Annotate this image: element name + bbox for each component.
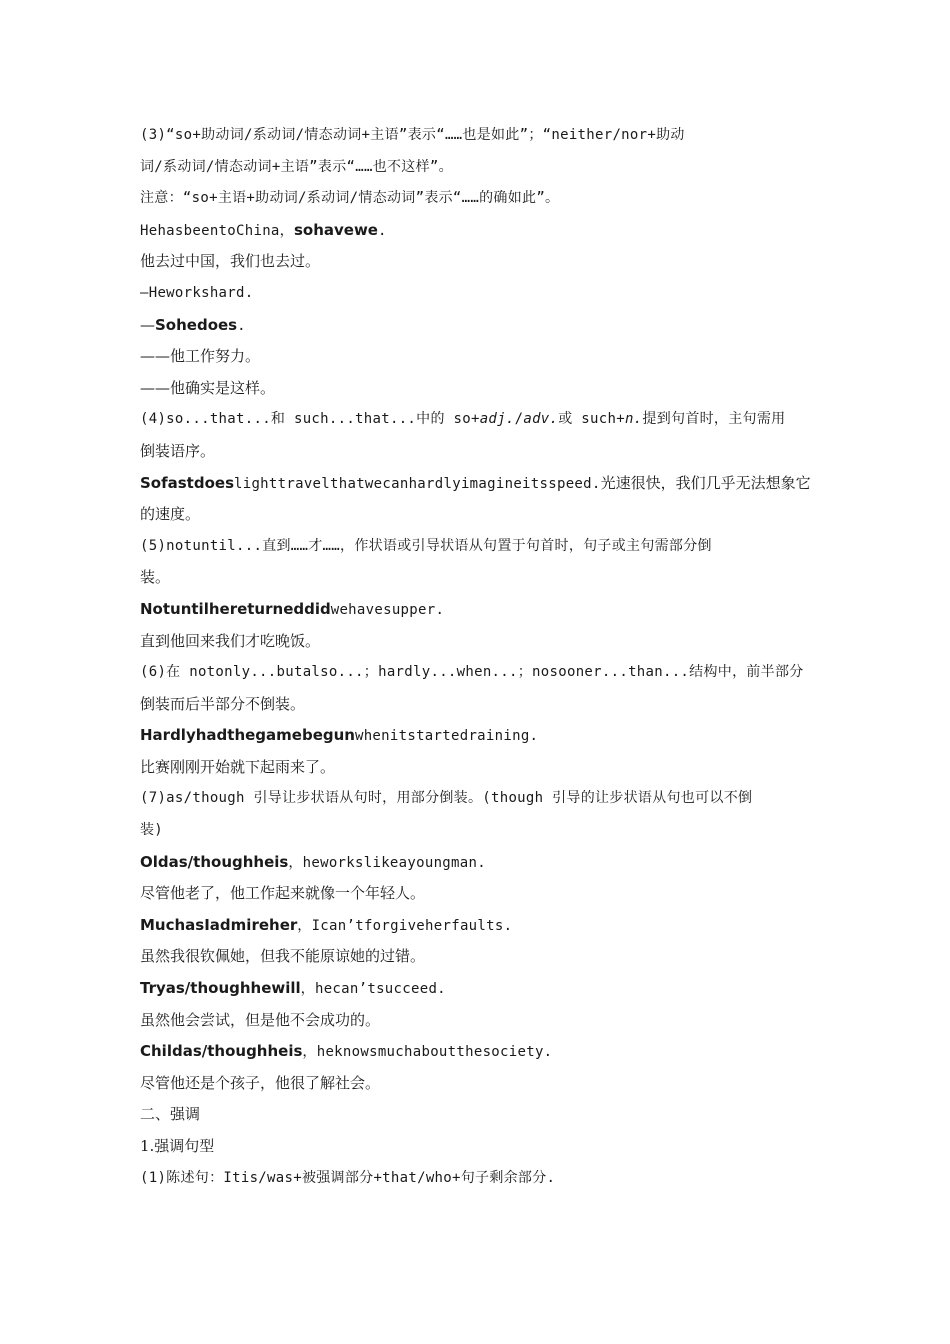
subsection-heading: 1.强调句型 [140, 1137, 215, 1155]
plain-text: 提到句首时，主句需用 [642, 411, 786, 428]
text-line: 倒装而后半部分不倒装。 [140, 694, 306, 713]
translation-line: ——他确实是这样。 [140, 378, 276, 397]
rule-line: (5)notuntil...直到……才……，作状语或引导状语从句置于句首时，句子或主句需部分倒 [140, 537, 712, 554]
translation-line: 虽然我很钦佩她，但我不能原谅她的过错。 [140, 947, 426, 966]
plain-text: wehavesupper. [330, 601, 445, 618]
plain-text: whenitstartedraining. [354, 728, 539, 745]
plain-text: 或 such+ [558, 411, 625, 428]
rule-line [140, 404, 812, 436]
dialogue-line [140, 310, 812, 342]
translation-line: 直到他回来我们才吃晚饭。 [140, 631, 321, 650]
translation-line: 他去过中国，我们也去过。 [140, 252, 321, 271]
bold-text: sohavewe [293, 220, 378, 239]
bold-text: Childas/thoughheis [140, 1042, 303, 1061]
example-sentence [140, 910, 812, 942]
translation-line: 虽然他会尝试，但是他不会成功的。 [140, 1010, 381, 1029]
rule-line: (6)在 notonly...butalso...；hardly...when...；nosooner...than...结构中，前半部分 [140, 664, 804, 681]
dash: — [140, 315, 155, 334]
text-line: 注意：“so+主语+助动词/系动词/情态动词”表示“……的确如此”。 [140, 190, 560, 207]
bold-text: MuchasIadmireher [140, 915, 298, 934]
translation-line: 比赛刚刚开始就下起雨来了。 [140, 757, 336, 776]
section-heading: 二、强调 [140, 1105, 201, 1124]
bold-text: Sohedoes [155, 315, 238, 334]
example-sentence [140, 847, 812, 879]
example-sentence [140, 720, 812, 752]
bold-text: Notuntilhereturneddid [140, 599, 331, 618]
example-sentence [140, 973, 812, 1005]
example-sentence [140, 215, 812, 247]
document-page [140, 120, 812, 1194]
bold-text: Sofastdoes [140, 473, 234, 492]
example-sentence [140, 594, 812, 626]
plain-text: ，heworkslikeayoungman. [288, 854, 486, 871]
translation-line: 尽管他还是个孩子，他很了解社会。 [140, 1073, 381, 1092]
example-sentence [140, 468, 812, 500]
italic-text: adj. [479, 411, 515, 428]
rule-line: (7)as/though 引导让步状语从句时，用部分倒装。(though 引导的让步状语从句也可以不倒 [140, 790, 753, 807]
bold-text: Oldas/thoughheis [140, 852, 289, 871]
text-line: (3)“so+助动词/系动词/情态动词+主语”表示“……也是如此”；“neither/nor+助动 [140, 127, 685, 143]
translation-line: 尽管他老了，他工作起来就像一个年轻人。 [140, 884, 426, 903]
dialogue-line: —Heworkshard. [140, 284, 254, 301]
text-line: 装) [140, 822, 164, 839]
text-line: 装。 [140, 568, 171, 587]
text-line: 的速度。 [140, 505, 201, 524]
example-sentence [140, 1036, 812, 1068]
plain-text: 光速很快，我们几乎无法想象它 [600, 473, 811, 492]
rule-line: (1)陈述句：Itis/was+被强调部分+that/who+句子剩余部分. [140, 1169, 556, 1186]
bold-text: Hardlyhadthegamebegun [140, 726, 355, 745]
plain-text: HehasbeentoChina， [140, 222, 294, 239]
plain-text: . [378, 222, 387, 239]
plain-text: ，Ican’tforgiveherfaults. [297, 917, 513, 934]
text-line: 倒装语序。 [140, 441, 216, 460]
plain-text: ，hecan’tsucceed. [300, 981, 446, 998]
plain-text: / [514, 411, 524, 428]
plain-text: (4)so...that...和 such...that...中的 so+ [140, 411, 480, 428]
bold-text: Tryas/thoughhewill [140, 979, 301, 998]
italic-text: n. [624, 411, 643, 428]
italic-text: adv. [523, 411, 559, 428]
plain-text: . [237, 317, 246, 334]
plain-text: ，heknowsmuchaboutthesociety. [302, 1044, 553, 1061]
plain-text: lighttravelthatwecanhardlyimagineitsspeed. [234, 475, 601, 492]
text-line: 词/系动词/情态动词+主语”表示“……也不这样”。 [140, 158, 453, 175]
translation-line: ——他工作努力。 [140, 347, 261, 366]
